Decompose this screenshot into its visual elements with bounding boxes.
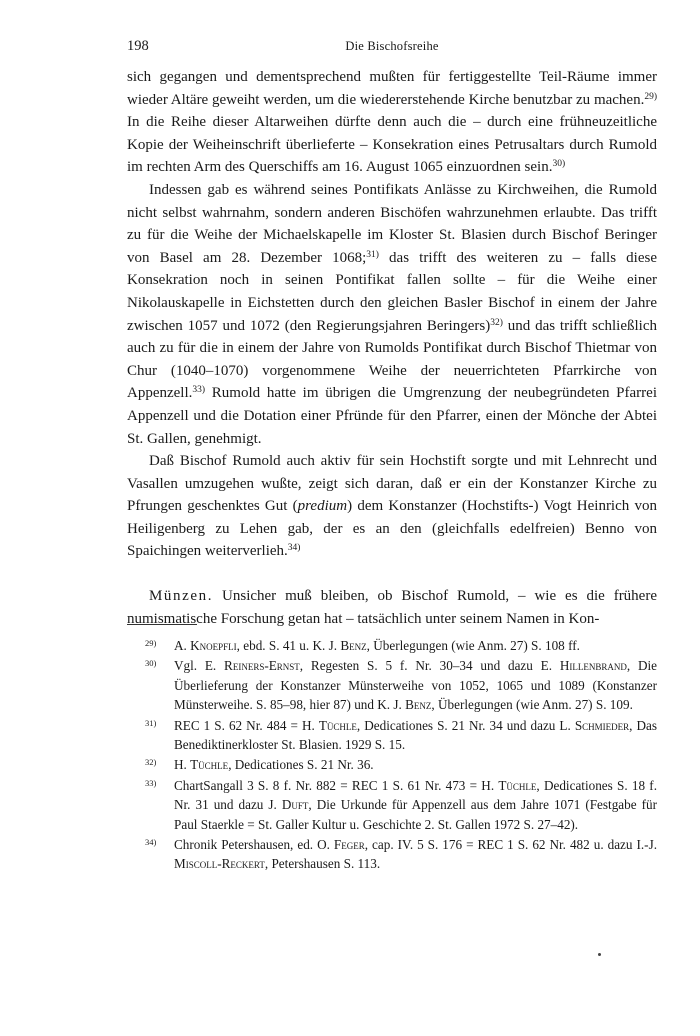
footnote-ref-30: 30) <box>552 159 566 170</box>
footnote-30: $^{30)}$ Vgl. E. Reiners-Ernst, Regesten S. 5 f. Nr. 30–34 und dazu E. Hillenbrand, Die Überlieferung der Konstanzer Münsterweihe von 1052, 1065 und 1089 (Konstanzer Münsterweihe. S. 85–98, hier 87) und K. J. Benz, Überlegungen (wie Anm. 27) S. 109. <box>145 658 658 713</box>
stray-mark <box>598 953 601 956</box>
paragraph-1: sich gegangen und dementsprechend mußten für fertiggestellte Teil-Räume immer wieder Altäre geweiht werden, um die wiedererstehende Kirche benutzbar zu machen.$^{29)}$ In die Reihe dieser Altarweihen dürfte denn auch die – durch eine frühneuzeitliche Kopie der Weiheinschrift überlieferte – Konsekration eines Petrusaltars durch Rumold im rechten Arm des Querschiffs am 16. August 1065 einzuordnen sein.$^{30)}$ <box>127 69 657 176</box>
footnote-ref-34: 34) <box>287 543 301 554</box>
footnote-ref-31: 31) <box>366 249 379 260</box>
footnote-ref-32: 32) <box>490 317 503 328</box>
footnote-ref-33: 33) <box>192 385 206 396</box>
main-text <box>127 66 657 630</box>
page-number: 198 <box>127 38 149 54</box>
footnote-29: $^{29)}$ A. Knoepfli, ebd. S. 41 u. K. J. Benz, Überlegungen (wie Anm. 27) S. 108 ff. <box>145 638 580 653</box>
page-header <box>127 38 657 58</box>
footnote-31: $^{31)}$ REC 1 S. 62 Nr. 484 = H. Tüchle, Dedicationes S. 21 Nr. 34 und dazu L. Schmieder, Das Benediktinerkloster St. Blasien. 1929 S. 15. <box>145 717 657 753</box>
paragraph-2: Indessen gab es während seines Pontifikats Anlässe zu Kirchweihen, die Rumold nicht selbst wahrnahm, sondern anderen Bischöfen wahrzunehmen erlaubte. Das trifft zu für die Weihe der Michaelskapelle im Kloster St. Blasien durch Bischof Beringer von Basel am 28. Dezember 1068;$^{31)}$ das trifft des weiteren zu – falls diese Konsekration noch in seinen Pontifikat fallen sollte – für die Weihe einer Nikolauskapelle in Eichstetten durch den gleichen Basler Bischof in einem der Jahre zwischen 1057 und 1072 (den Regierungsjahren Beringers)$^{32)}$ und das trifft schließlich auch zu für die in einem der Jahre von Rumolds Pontifikat durch Bischof Thietmar von Chur (1040–1070) vorgenommene Weihe der neuerrichteten Pfarrkirche von Appenzell.$^{33)}$ Rumold hatte im übrigen die Umgrenzung der neubegründeten Pfarrei Appenzell und die Dotation einer Pfründe für den Pfarrer, einen der Mönche der Abtei St. Gallen, genehmigt. <box>127 181 657 447</box>
footnote-rule <box>127 624 197 625</box>
footnote-33: $^{33)}$ ChartSangall 3 S. 8 f. Nr. 882 = REC 1 S. 61 Nr. 473 = H. Tüchle, Dedicationes S. 18 f. Nr. 31 und dazu J. Duft, Die Urkunde für Appenzell aus dem Jahre 1071 (Festgabe für Paul Staerkle = St. Galler Kultur u. Geschichte 2. St. Gallen 1972 S. 27–42). <box>145 777 657 832</box>
footnote-ref-29: 29) <box>644 91 657 102</box>
paragraph-4: Münzen. Unsicher muß bleiben, ob Bischof Rumold, – wie es die frühere numismatische Forschung getan hat – tatsächlich unter seinem Namen in Kon- <box>127 588 657 627</box>
section-heading: Münzen. <box>149 588 214 605</box>
footnotes <box>145 636 657 875</box>
running-title: Die Bischofsreihe <box>345 39 439 53</box>
paragraph-3: Daß Bischof Rumold auch aktiv für sein Hochstift sorgte und mit Lehnrecht und Vasallen umzugehen wußte, zeigt sich daran, daß er ein der Konstanzer Kirche zu Pfrungen geschenktes Gut (predium) dem Konstanzer (Hochstifts-) Vogt Heinrich von Heiligenberg zu Lehen gab, der es an den (gleichfalls edelfreien) Benno von Spaichingen weiterverlieh.$^{34)}$ <box>127 453 657 560</box>
italic-term: predium <box>297 498 348 515</box>
footnote-32: $^{32)}$ H. Tüchle, Dedicationes S. 21 Nr. 36. <box>145 757 374 773</box>
footnote-34: $^{34)}$ Chronik Petershausen, ed. O. Feger, cap. IV. 5 S. 176 = REC 1 S. 62 Nr. 482 u. dazu I.-J. Miscoll-Reckert, Petershausen S. 113. <box>145 837 658 872</box>
